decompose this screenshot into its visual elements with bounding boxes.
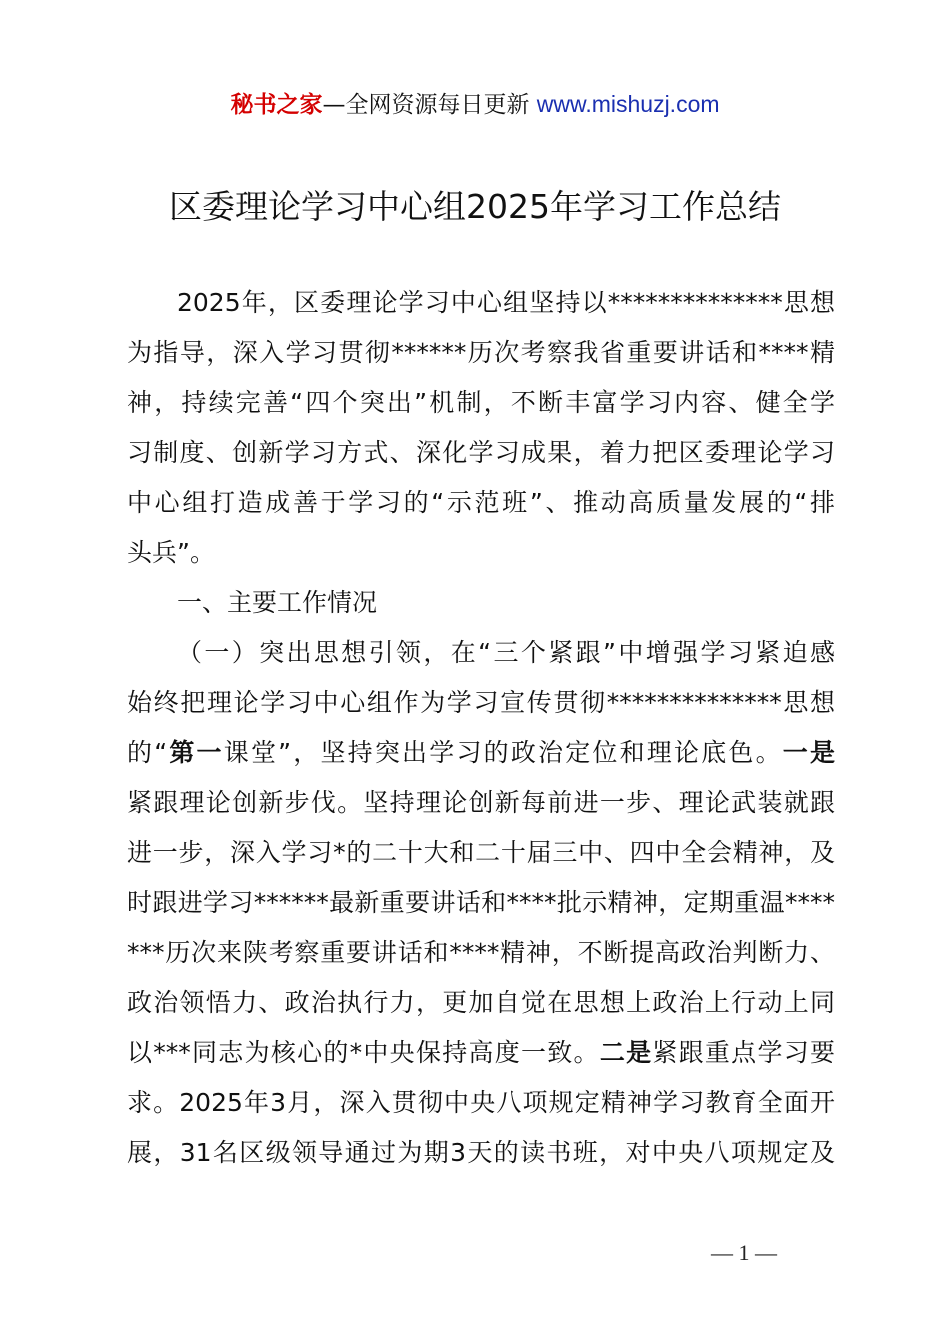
paragraph-line: 2025年，区委理论学习中心组坚持以**************思想 <box>177 288 835 317</box>
paragraph-line: 习制度、创新学习方式、深化学习成果，着力把区委理论学习 <box>127 438 835 467</box>
paragraph-line: 紧跟理论创新步伐。坚持理论创新每前进一步、理论武装就跟 <box>127 788 835 817</box>
paragraph-line: 政治领悟力、政治执行力，更加自觉在思想上政治上行动上同 <box>127 988 835 1017</box>
header-tagline: —全网资源每日更新 <box>322 92 537 118</box>
paragraph-line: 为指导，深入学习贯彻******历次考察我省重要讲话和****精 <box>127 338 835 367</box>
document-title: 区委理论学习中心组2025年学习工作总结 <box>169 187 781 226</box>
paragraph-line: 展，31名区级领导通过为期3天的读书班，对中央八项规定及 <box>127 1138 835 1167</box>
text-run: 以***同志为核心的*中央保持高度一致。 <box>127 1038 600 1067</box>
section-heading: 一、主要工作情况 <box>177 588 378 617</box>
paragraph-line: 神，持续完善“四个突出”机制，不断丰富学习内容、健全学 <box>127 388 835 417</box>
text-run: 的“ <box>127 738 168 767</box>
text-run: 紧跟重点学习要 <box>652 1038 835 1067</box>
site-link[interactable]: www.mishuzj.com <box>536 91 720 117</box>
paragraph-line: 头兵”。 <box>127 538 215 567</box>
paragraph-line: 中心组打造成善于学习的“示范班”、推动高质量发展的“排 <box>127 488 835 517</box>
site-header <box>0 86 950 123</box>
text-run: 课堂”，坚持突出学习的政治定位和理论底色。 <box>223 738 783 767</box>
brand-name: 秘书之家 <box>230 92 323 118</box>
bold-text: 二是 <box>599 1038 653 1067</box>
paragraph-line: 求。2025年3月，深入贯彻中央八项规定精神学习教育全面开 <box>127 1088 835 1117</box>
paragraph-line <box>127 728 835 778</box>
page-number: — 1 — <box>711 1240 777 1265</box>
subsection-heading: （一）突出思想引领，在“三个紧跟”中增强学习紧迫感 <box>177 638 835 667</box>
document-body <box>127 278 835 1178</box>
paragraph-line: 始终把理论学习中心组作为学习宣传贯彻**************思想 <box>127 688 835 717</box>
paragraph-line: 时跟进学习******最新重要讲话和****批示精神，定期重温**** <box>127 888 835 917</box>
paragraph-line <box>127 1028 835 1078</box>
bold-text: 第一 <box>167 738 224 767</box>
bold-text: 一是 <box>782 738 835 767</box>
paragraph-line: 进一步，深入学习*的二十大和二十届三中、四中全会精神，及 <box>127 838 835 867</box>
paragraph-line: ***历次来陕考察重要讲话和****精神，不断提高政治判断力、 <box>127 938 835 967</box>
